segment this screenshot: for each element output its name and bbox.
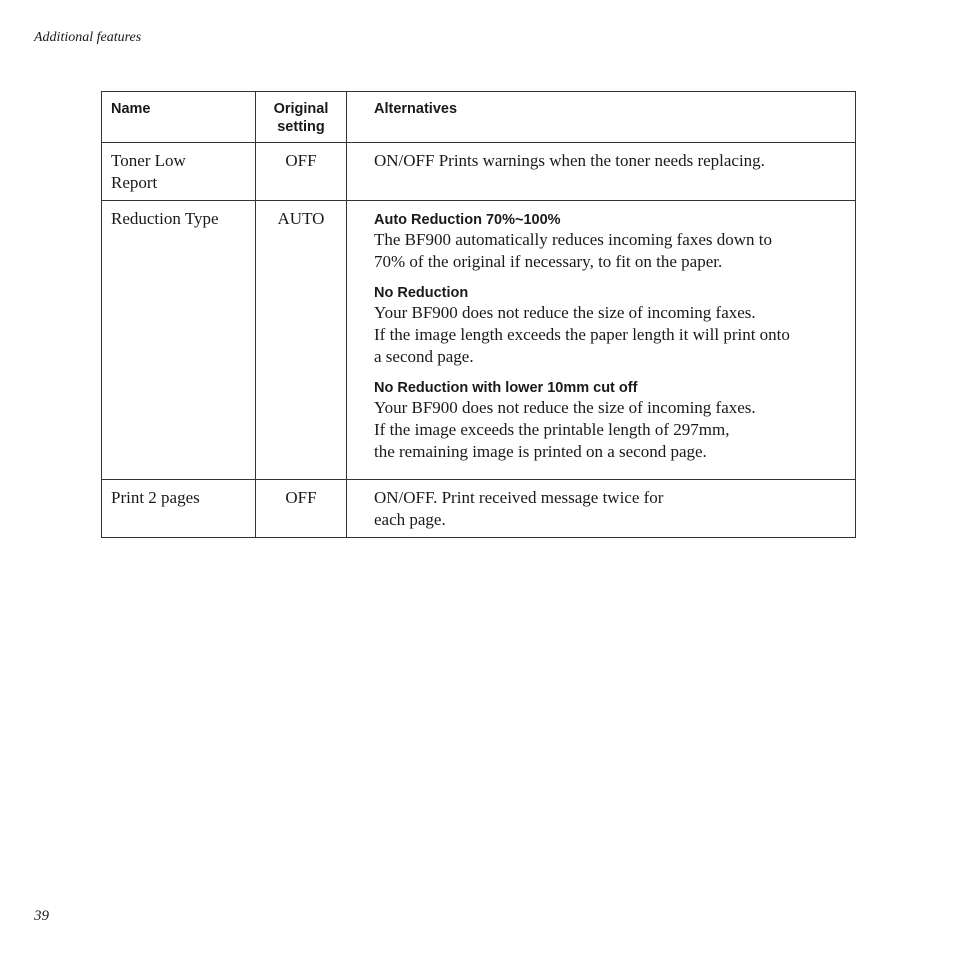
- setting-name-line: Toner Low: [111, 151, 186, 170]
- settings-table: [101, 91, 856, 538]
- alternatives-line: each page.: [374, 510, 446, 529]
- setting-name-line: Reduction Type: [111, 209, 219, 228]
- option-description-line: Your BF900 does not reduce the size of incoming faxes.: [374, 398, 756, 417]
- running-header: Additional features: [34, 30, 142, 45]
- option-description-line: 70% of the original if necessary, to fit on the paper.: [374, 252, 723, 271]
- option-block-no-reduction: [374, 284, 847, 368]
- option-block-cut-off: [374, 379, 847, 463]
- option-description-line: a second page.: [374, 347, 474, 366]
- column-header-setting-line: setting: [277, 119, 325, 135]
- table-row: [102, 143, 856, 201]
- original-setting-cell: OFF: [256, 143, 347, 201]
- table-header-row: [102, 92, 856, 143]
- alternatives-cell: [347, 143, 856, 201]
- alternatives-line: ON/OFF Prints warnings when the toner needs replacing.: [374, 151, 765, 170]
- option-heading: Auto Reduction 70%~100%: [374, 212, 561, 228]
- alternatives-line: ON/OFF. Print received message twice for: [374, 488, 664, 507]
- option-heading: No Reduction with lower 10mm cut off: [374, 380, 638, 396]
- option-description-line: the remaining image is printed on a second page.: [374, 442, 707, 461]
- alternatives-cell: [347, 480, 856, 538]
- column-header-name: Name: [102, 92, 256, 143]
- option-heading: No Reduction: [374, 285, 469, 301]
- setting-name-line: Report: [111, 173, 158, 192]
- setting-name-line: Print 2 pages: [111, 488, 200, 507]
- option-description-line: If the image length exceeds the paper length it will print onto: [374, 325, 790, 344]
- option-description-line: Your BF900 does not reduce the size of incoming faxes.: [374, 303, 756, 322]
- alternatives-cell: [347, 201, 856, 480]
- column-header-alternatives: Alternatives: [347, 92, 856, 143]
- option-description-line: The BF900 automatically reduces incoming faxes down to: [374, 230, 772, 249]
- original-setting-cell: AUTO: [256, 201, 347, 480]
- table-row: [102, 480, 856, 538]
- original-setting-cell: OFF: [256, 480, 347, 538]
- column-header-original-setting: [256, 92, 347, 143]
- setting-name-cell: [102, 201, 256, 480]
- page-number: 39: [34, 908, 49, 924]
- option-block-auto-reduction: [374, 211, 847, 273]
- table-row: [102, 201, 856, 480]
- option-description-line: If the image exceeds the printable length of 297mm,: [374, 420, 730, 439]
- setting-name-cell: [102, 480, 256, 538]
- column-header-original-line: Original: [273, 101, 329, 117]
- setting-name-cell: [102, 143, 256, 201]
